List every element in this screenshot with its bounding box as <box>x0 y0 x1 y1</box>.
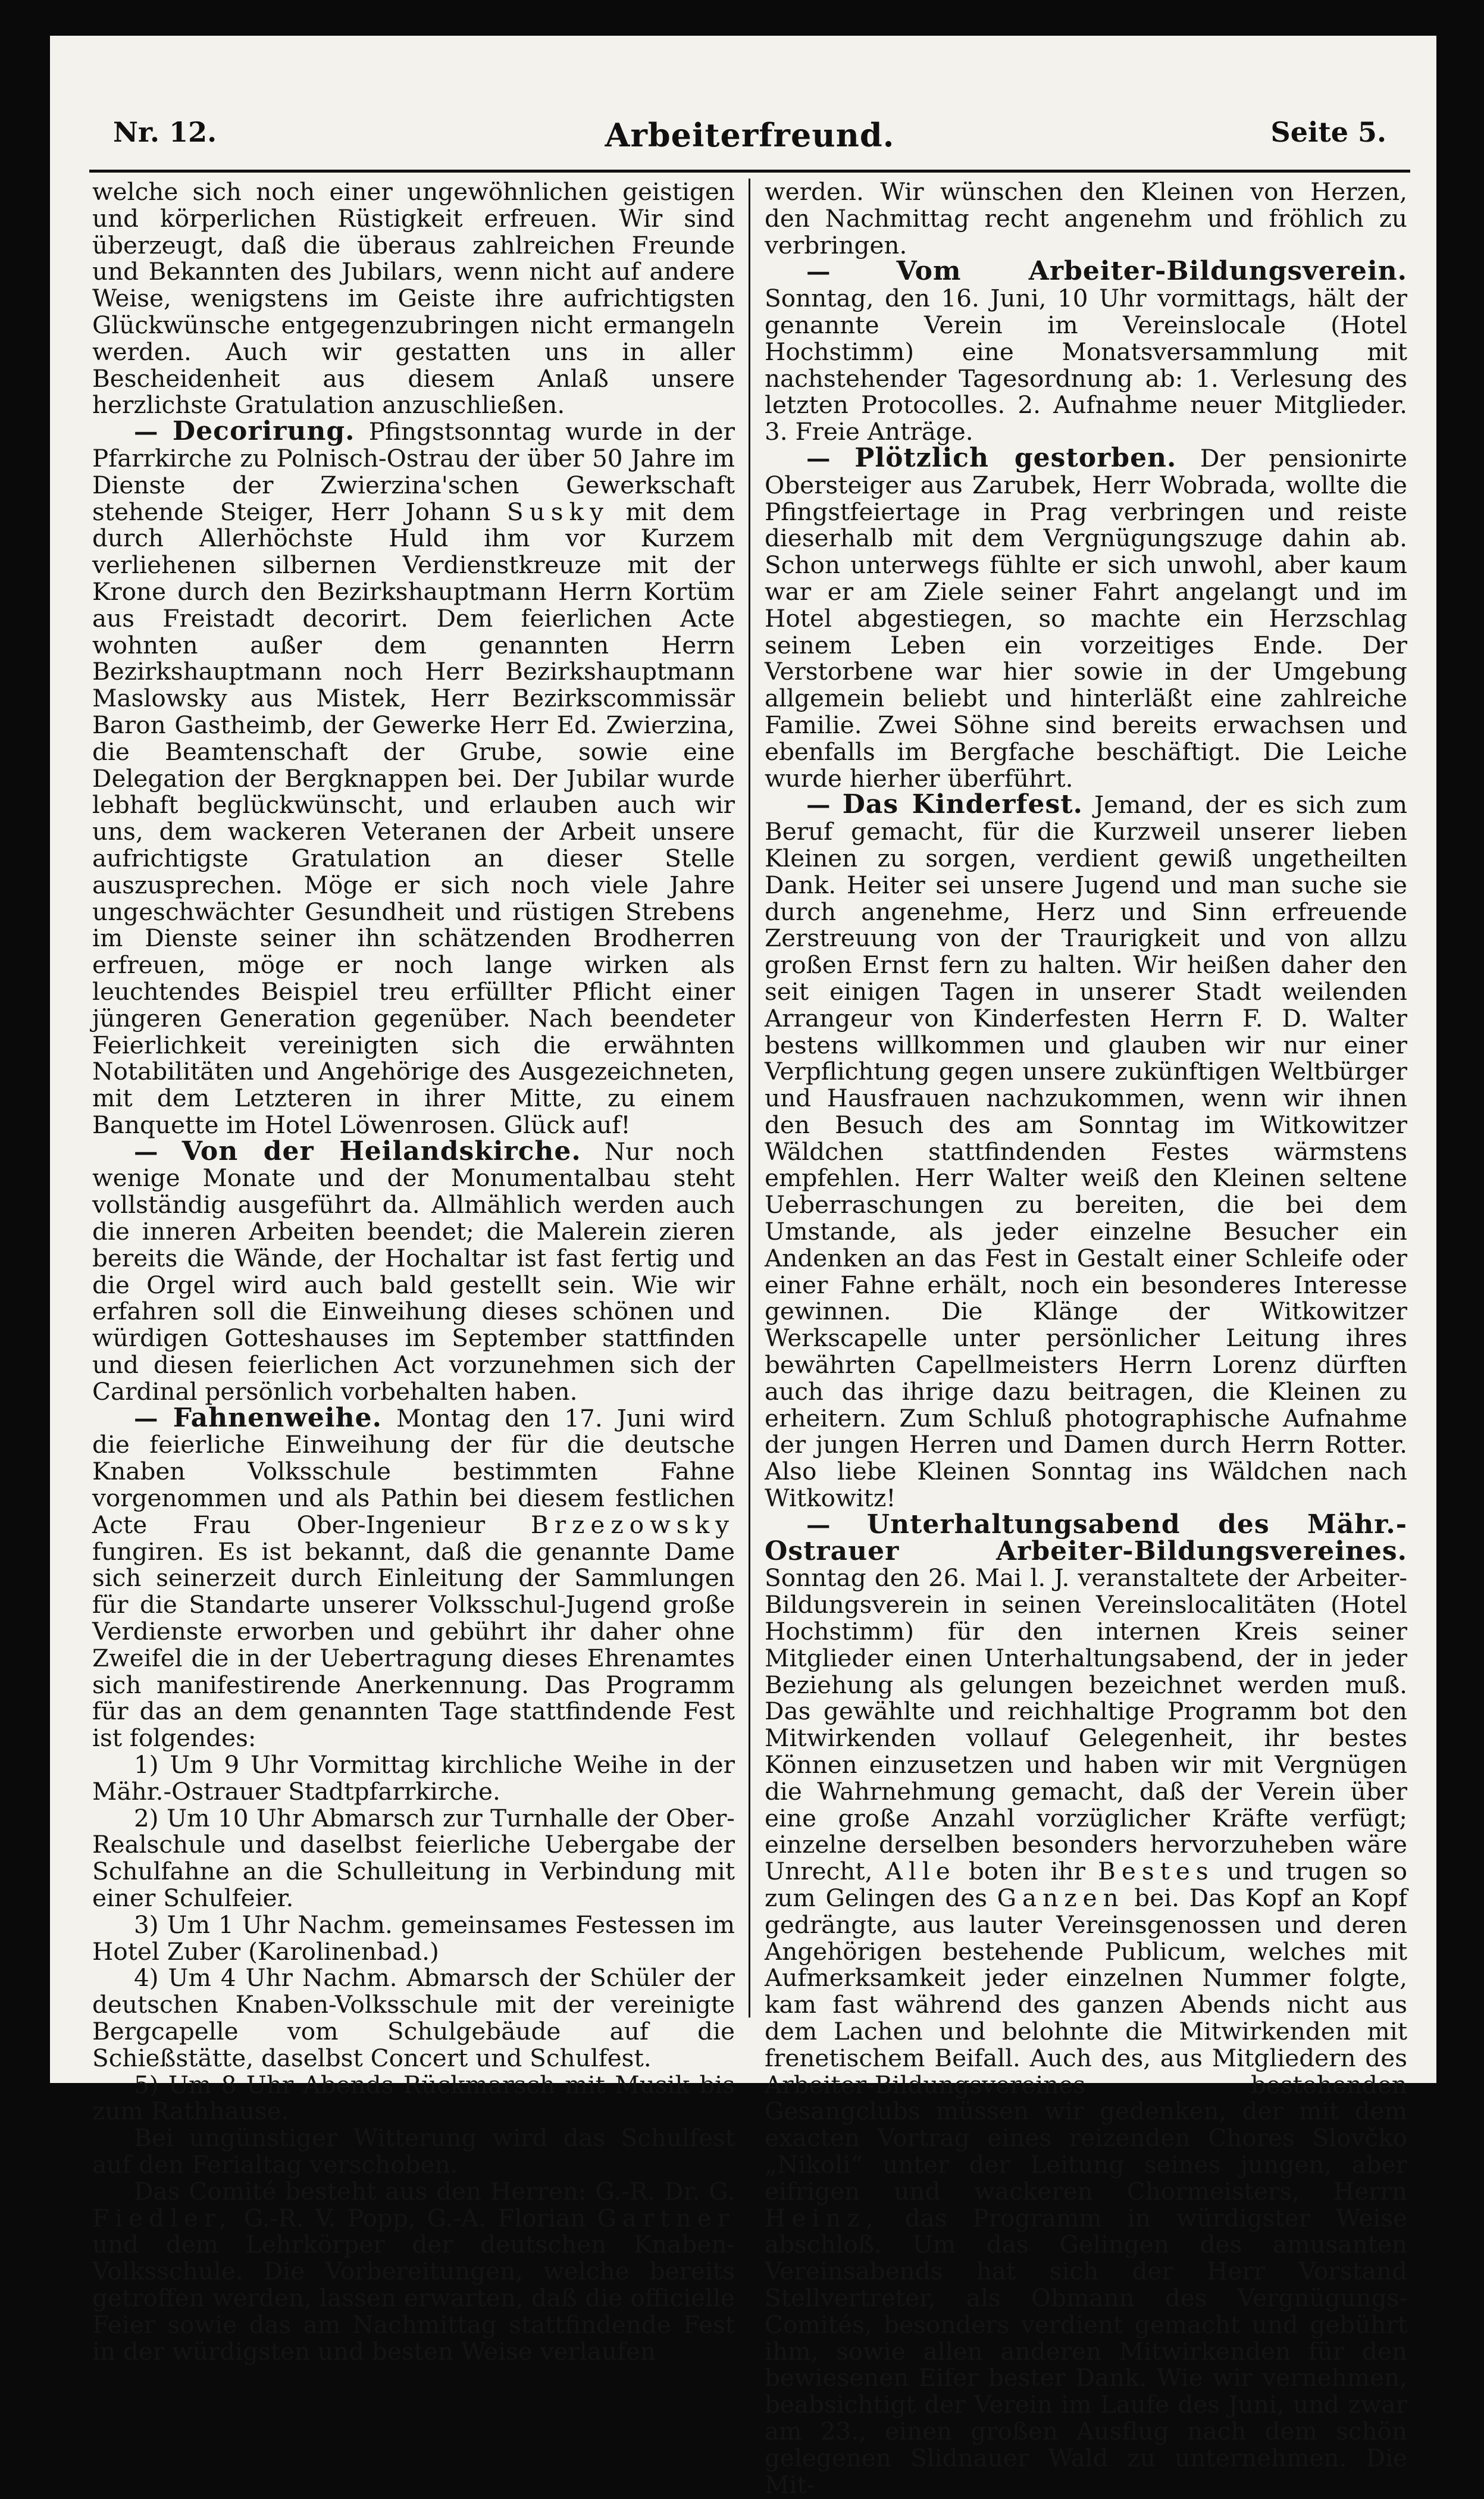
program-item: 1) Um 9 Uhr Vormittag kirchliche Weihe in der Mähr.-Ostrauer Stadtpfarrkirche. <box>92 1750 735 1806</box>
article-heading: Plötzlich gestorben. <box>854 442 1177 473</box>
article-bildungsverein: — Vom Arbeiter-Bildungsverein. Sonntag, den 16. Juni, 10 Uhr vormittags, hält der genannte Verein im Vereinslocale (Hotel Hochstimm) eine Monatsversammlung mit nachstehender Tagesordnung ab: 1. Verlesung des letzten Protocolles. 2. Aufnahme neuer Mitglieder. 3. Freie Anträge. <box>765 256 1407 446</box>
article-continued: werden. Wir wünschen den Kleinen von Herzen, den Nachmittag recht angenehm und fröhlich zu verbringen. <box>765 177 1407 259</box>
article-heading: Unterhaltungsabend des Mähr.-Ostrauer Arbeiter-Bildungsvereines. <box>765 1509 1407 1566</box>
article-heading: Decorirung. <box>173 416 355 447</box>
article-heading: Fahnenweihe. <box>173 1402 382 1433</box>
column-divider <box>749 179 750 2018</box>
left-column <box>92 179 735 2364</box>
article-heading: Von der Heilandskirche. <box>181 1136 581 1166</box>
program-item: 3) Um 1 Uhr Nachm. gemeinsames Festessen im Hotel Zuber (Karolinenbad.) <box>92 1910 735 1966</box>
weather-note: Bei ungünstiger Witterung wird das Schulfest auf den Ferialtag verschoben. <box>92 2123 735 2179</box>
page-number: Seite 5. <box>1270 116 1386 148</box>
article-gestorben: — Plötzlich gestorben. Der pensionirte Obersteiger aus Zarubek, Herr Wobrada, wollte die Pfingstfeiertage in Prag verbringen und reiste dieserhalb mit dem Vergnügungszuge dahin ab. Schon unterwegs fühlte er sich unwohl, aber kaum war er am Ziele seiner Fahrt angelangt und im Hotel abgestiegen, so machte ein Herzschlag seinem Leben ein vorzeitiges Ende. Der Verstorbene war hier sowie in der Umgebung allgemein beliebt und hinterläßt eine zahlreiche Familie. Zwei Söhne sind bereits erwachsen und ebenfalls im Bergfache beschäftigt. Die Leiche wurde hierher überführt. <box>765 442 1407 793</box>
article-kinderfest: — Das Kinderfest. Jemand, der es sich zum Beruf gemacht, für die Kurzweil unserer lieben Kleinen zu sorgen, verdient gewiß ungetheilten Dank. Heiter sei unsere Jugend und man suche sie durch angenehme, Herz und Sinn erfreuende Zerstreuung von der Traurigkeit und von allzu großen Ernst fern zu halten. Wir heißen daher den seit einigen Tagen in unserer Stadt weilenden Arrangeur von Kinderfesten Herrn F. D. Walter bestens willkommen und glauben wir nur einer Verpflichtung gegen unsere zukünftigen Weltbürger und Hausfrauen nachzukommen, wenn wir ihnen den Besuch des am Sonntag im Witkowitzer Wäldchen stattfindenden Festes wärmstens empfehlen. Herr Walter weiß den Kleinen seltene Ueberraschungen zu bereiten, die bei dem Umstande, als jeder einzelne Besucher ein Andenken an das Fest in Gestalt einer Schleife oder einer Fahne erhält, noch ein besonderes Interesse gewinnen. Die Klänge der Witkowitzer Werkscapelle unter persönlicher Leitung ihres bewährten Capellmeisters Herrn Lorenz dürften auch das ihrige dazu beitragen, die Kleinen zu erheitern. Zum Schluß photographische Aufnahme der jungen Herren und Damen durch Herrn Rotter. Also liebe Kleinen Sonntag ins Wäldchen nach Witkowitz! <box>765 789 1408 1513</box>
program-item: 2) Um 10 Uhr Abmarsch zur Turnhalle der Ober-Realschule und daselbst feierliche Uebergabe der Schulfahne an die Schulleitung in Verbindung mit einer Schulfeier. <box>92 1803 735 1912</box>
program-item: 4) Um 4 Uhr Nachm. Abmarsch der Schüler der deutschen Knaben-Volksschule mit der vereinigte Bergcapelle vom Schulgebäude auf die Schießstätte, daselbst Concert und Schulfest. <box>92 1963 735 2072</box>
right-column <box>765 179 1407 2498</box>
comite-note: Das Comité besteht aus den Herren: G.-R. Dr. G. Fiedler, G.-R. V. Popp, G.-A. Florian Gartner und dem Lehrkörper der deutschen Knaben-Volksschule. Die Vorbereitungen, welche bereits getroffen werden, lassen erwarten, daß die officielle Feier sowie das am Nachmittag stattfindende Fest in der würdigsten und besten Weise verlaufen <box>92 2176 735 2366</box>
program-item: 5) Um 8 Uhr Abends Rückmarsch mit Musik bis zum Rathhause. <box>92 2070 735 2126</box>
article-unterhaltungsabend: — Unterhaltungsabend des Mähr.-Ostrauer Arbeiter-Bildungsvereines. Sonntag den 26. Mai l. J. veranstaltete der Arbeiter-Bildungsverein in seinen Vereinslocalitäten (Hotel Hochstimm) für den internen Kreis seiner Mitglieder einen Unterhaltungsabend, der in jeder Beziehung als gelungen bezeichnet werden muß. Das gewählte und reichhaltige Programm bot den Mitwirkenden vollauf Gelegenheit, ihr bestes Können einzusetzen und haben wir mit Vergnügen die Wahrnehmung gemacht, daß der Verein über eine große Anzahl vorzüglicher Kräfte verfügt; einzelne derselben besonders hervorzuheben wäre Unrecht, Alle boten ihr Bestes und trugen so zum Gelingen des Ganzen bei. Das Kopf an Kopf gedrängte, aus lauter Vereinsgenossen und deren Angehörigen bestehende Publicum, welches mit Aufmerksamkeit jeder einzelnen Nummer folgte, kam fast während des ganzen Abends nicht aus dem Lachen und belohnte die Mitwirkenden mit frenetischem Beifall. Auch des, aus Mitgliedern des Arbeiter-Bildungsvereines bestehenden Gesangclubs müssen wir gedenken, der mit dem exacten Vortrag eines reizenden Chores Slovčko „Nikoli“ unter der Leitung seines jungen, aber eifrigen und wackeren Chormeisters, Herrn Heinz, das Programm in würdigster Weise abschloß. Um das Gelingen des amusanten Vereinsabends hat sich der Herr Vorstand Stellvertreter, als Obmann des Vergnügungs-Comités, besonders verdient gemacht und gebührt ihm, sowie allen anderen Mitwirkenden für den bewiesenen Eifer bester Dank. Wie wir vernehmen, beabsichtigt der Verein im Laufe des Juni, und zwar am 23., einen großen Ausflug nach dem schön gelegenen Slidnauer Wald zu unternehmen. Die Mit- <box>765 1509 1408 2499</box>
article-heading: Das Kinderfest. <box>842 789 1083 820</box>
newspaper-title: Arbeiterfreund. <box>605 116 895 154</box>
header-rule <box>89 170 1410 173</box>
masthead <box>113 116 1386 158</box>
article-jubilee-end: welche sich noch einer ungewöhnlichen geistigen und körperlichen Rüstigkeit erfreuen. Wir sind überzeugt, daß die überaus zahlreichen Freunde und Bekannten des Jubilars, wenn nicht auf andere Weise, wenigstens im Geiste ihre aufrichtigsten Glückwünsche entgegenzubringen nicht ermangeln werden. Auch wir gestatten uns in aller Bescheidenheit aus diesem Anlaß unsere herzlichste Gratulation anzuschließen. <box>92 177 735 420</box>
article-heading: Vom Arbeiter-Bildungsverein. <box>896 256 1407 287</box>
issue-number: Nr. 12. <box>113 116 217 148</box>
article-heilandskirche: — Von der Heilandskirche. Nur noch wenige Monate und der Monumentalbau steht vollständig ausgeführt da. Allmählich werden auch die inneren Arbeiten beendet; die Malerein zieren bereits die Wände, der Hochaltar ist fast fertig und die Orgel wird auch bald gestellt sein. Wie wir erfahren soll die Einweihung dieses schönen und würdigen Gotteshauses im September stattfinden und diesen feierlichen Act vorzunehmen sich der Cardinal persönlich vorbehalten haben. <box>92 1136 735 1406</box>
article-decorirung: — Decorirung. Pfingstsonntag wurde in der Pfarrkirche zu Polnisch-Ostrau der über 50 Jahre im Dienste der Zwierzina'schen Gewerkschaft stehende Steiger, Herr Johann Susky mit dem durch Allerhöchste Huld ihm vor Kurzem verliehenen silbernen Verdienstkreuze mit der Krone durch den Bezirkshauptmann Herrn Kortüm aus Freistadt decorirt. Dem feierlichen Acte wohnten außer dem genannten Herrn Bezirkshauptmann noch Herr Bezirkshauptmann Maslowsky aus Mistek, Herr Bezirkscommissär Baron Gastheimb, der Gewerke Herr Ed. Zwierzina, die Beamtenschaft der Grube, sowie eine Delegation der Bergknappen bei. Der Jubilar wurde lebhaft beglückwünscht, und erlauben auch wir uns, dem wackeren Veteranen der Arbeit unsere aufrichtigste Gratulation an dieser Stelle auszusprechen. Möge er sich noch viele Jahre ungeschwächter Gesundheit und rüstigen Strebens im Dienste seiner ihn schätzenden Brodherren erfreuen, möge er noch lange wirken als leuchtendes Beispiel treu erfüllter Pflicht einer jüngeren Generation gegenüber. Nach beendeter Feierlichkeit vereinigten sich die erwähnten Notabilitäten und Angehörige des Ausgezeichneten, mit dem Letzteren in ihrer Mitte, zu einem Banquette im Hotel Löwenrosen. Glück auf! <box>92 416 735 1139</box>
article-fahnenweihe: — Fahnenweihe. Montag den 17. Juni wird die feierliche Einweihung der für die deutsche Knaben Volksschule bestimmten Fahne vorgenommen und als Pathin bei diesem festlichen Acte Frau Ober-Ingenieur Brzezowsky fungiren. Es ist bekannt, daß die genannte Dame sich seinerzeit durch Einleitung der Sammlungen für die Standarte unserer Volksschul-Jugend große Verdienste erworben und gebührt ihr daher ohne Zweifel die in der Uebertragung dieses Ehrenamtes sich manifestirende Anerkennung. Das Programm für das an dem genannten Tage stattfindende Fest ist folgendes: <box>92 1402 735 1753</box>
